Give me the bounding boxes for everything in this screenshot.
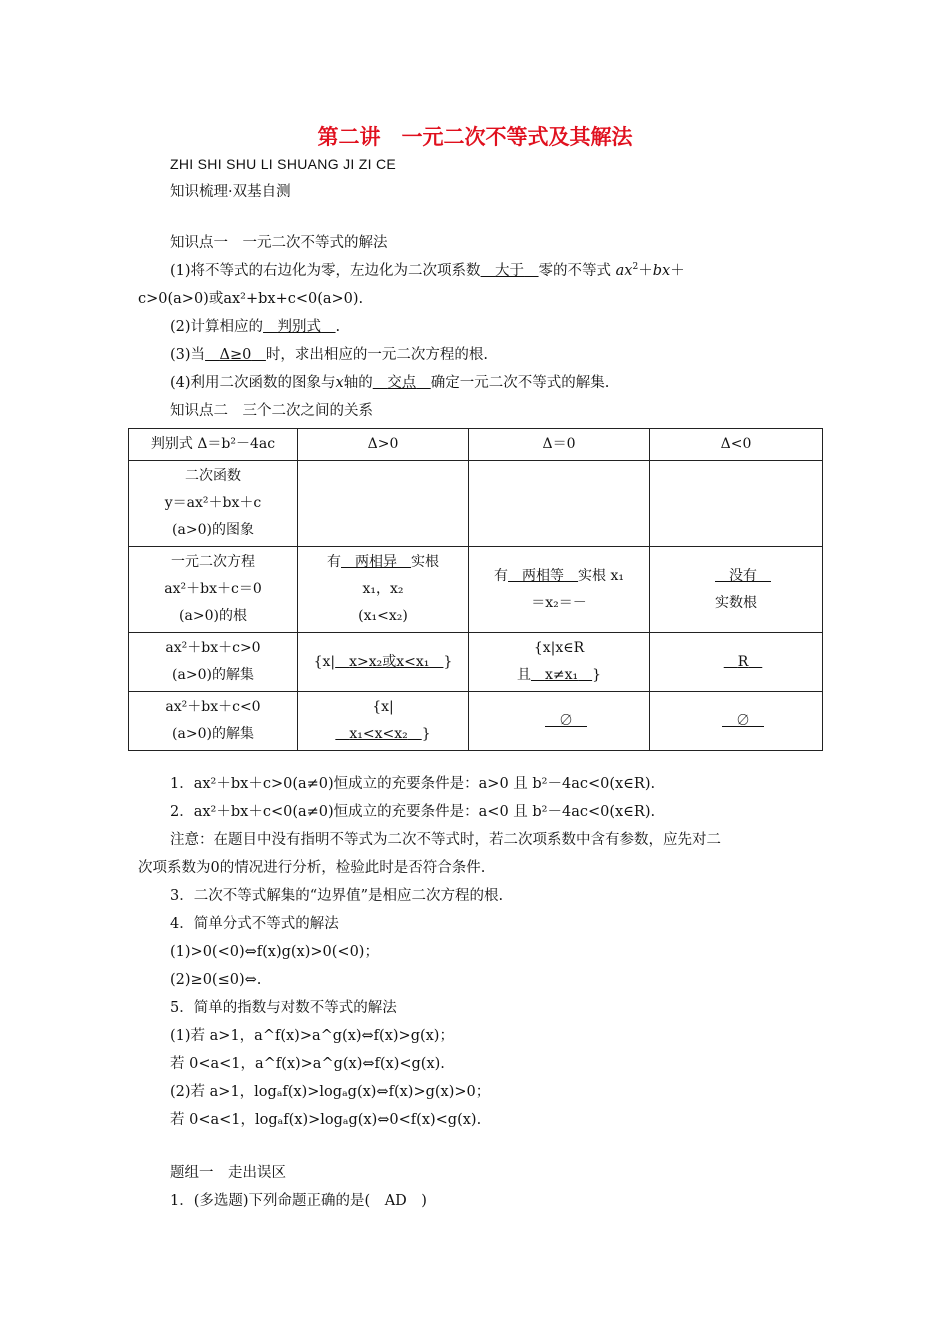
solution-cell: ∅: [469, 692, 650, 751]
kp1-heading: 知识点一 一元二次不等式的解法: [170, 235, 388, 251]
kp2-heading: 知识点二 三个二次之间的关系: [170, 403, 373, 419]
question-1: 1．(多选题)下列命题正确的是( AD ): [170, 1193, 427, 1209]
table-row: [129, 633, 823, 692]
roots-cell: 有 两相等 实根 x₁ ＝x₂＝－: [469, 547, 650, 633]
kp1-step1: (1)将不等式的右边化为零，左边化为二次项系数 大于 零的不等式 $ax^2+bx+$: [170, 262, 685, 279]
note-caution-2: 次项系数为0的情况进行分析，检验此时是否符合条件.: [138, 860, 486, 876]
note-5-3: (2)若 a>1，logₐf(x)>logₐg(x)⇔f(x)>g(x)>0；: [170, 1084, 491, 1100]
table-header-cell: 判别式 Δ＝b²－4ac: [129, 429, 298, 461]
note-4-2: (2)≥0(≤0)⇔.: [170, 972, 262, 988]
row-label: ax²＋bx＋c<0 (a>0)的解集: [129, 692, 298, 751]
group1-heading: 题组一 走出误区: [170, 1165, 286, 1181]
graph-cell: [650, 461, 823, 547]
row-label: 一元二次方程 ax²＋bx＋c＝0 (a>0)的根: [129, 547, 298, 633]
solution-cell: R: [650, 633, 823, 692]
roots-cell: 有 两相异 实根 x₁，x₂ (x₁<x₂): [298, 547, 469, 633]
note-caution-1: 注意：在题目中没有指明不等式为二次不等式时，若二次项系数中含有参数，应先对二: [170, 832, 721, 848]
table-row: [129, 692, 823, 751]
relation-table: [128, 428, 823, 751]
solution-cell: {x| x₁<x<x₂ }: [298, 692, 469, 751]
kp1-step2: (2)计算相应的 判别式 .: [170, 319, 341, 335]
table-header-cell: Δ＝0: [469, 429, 650, 461]
solution-cell: ∅: [650, 692, 823, 751]
note-5-1: (1)若 a>1，a^f(x)>a^g(x)⇔f(x)>g(x)；: [170, 1028, 454, 1044]
solution-cell: {x|x∈R 且 x≠x₁ }: [469, 633, 650, 692]
note-2: 2．ax²＋bx＋c<0(a≠0)恒成立的充要条件是：a<0 且 b²－4ac<0(x∈R).: [170, 804, 656, 820]
table-header-cell: Δ<0: [650, 429, 823, 461]
note-5: 5．简单的指数与对数不等式的解法: [170, 1000, 397, 1016]
table-row: [129, 461, 823, 547]
note-4: 4．简单分式不等式的解法: [170, 916, 339, 932]
solution-cell: {x| x>x₂或x<x₁ }: [298, 633, 469, 692]
graph-cell: [298, 461, 469, 547]
kp1-step3: (3)当 Δ≥0 时，求出相应的一元二次方程的根.: [170, 347, 489, 363]
note-5-4: 若 0<a<1，logₐf(x)>logₐg(x)⇔0<f(x)<g(x).: [170, 1112, 482, 1128]
kp1-step1-blank: 大于: [495, 263, 525, 279]
table-header-row: [129, 429, 823, 461]
table-header-cell: Δ>0: [298, 429, 469, 461]
roots-cell: 没有 实数根: [650, 547, 823, 633]
kp1-step4: (4)利用二次函数的图象与x轴的 交点 确定一元二次不等式的解集.: [170, 375, 610, 391]
table-row: [129, 547, 823, 633]
graph-cell: [469, 461, 650, 547]
note-4-1: (1)>0(<0)⇔f(x)g(x)>0(<0)；: [170, 944, 379, 960]
section-header: 知识梳理·双基自测: [170, 184, 291, 200]
kp1-step1-cont: c>0(a>0)或ax²+bx+c<0(a>0).: [138, 291, 364, 307]
note-5-2: 若 0<a<1，a^f(x)>a^g(x)⇔f(x)<g(x).: [170, 1056, 445, 1072]
note-1: 1．ax²＋bx＋c>0(a≠0)恒成立的充要条件是：a>0 且 b²－4ac<0(x∈R).: [170, 776, 656, 792]
row-label: ax²＋bx＋c>0 (a>0)的解集: [129, 633, 298, 692]
pinyin-header: ZHI SHI SHU LI SHUANG JI ZI CE: [170, 156, 397, 172]
page-title: 第二讲 一元二次不等式及其解法: [317, 125, 633, 149]
note-3: 3．二次不等式解集的“边界值”是相应二次方程的根.: [170, 888, 504, 904]
row-label: 二次函数 y＝ax²＋bx＋c (a>0)的图象: [129, 461, 298, 547]
